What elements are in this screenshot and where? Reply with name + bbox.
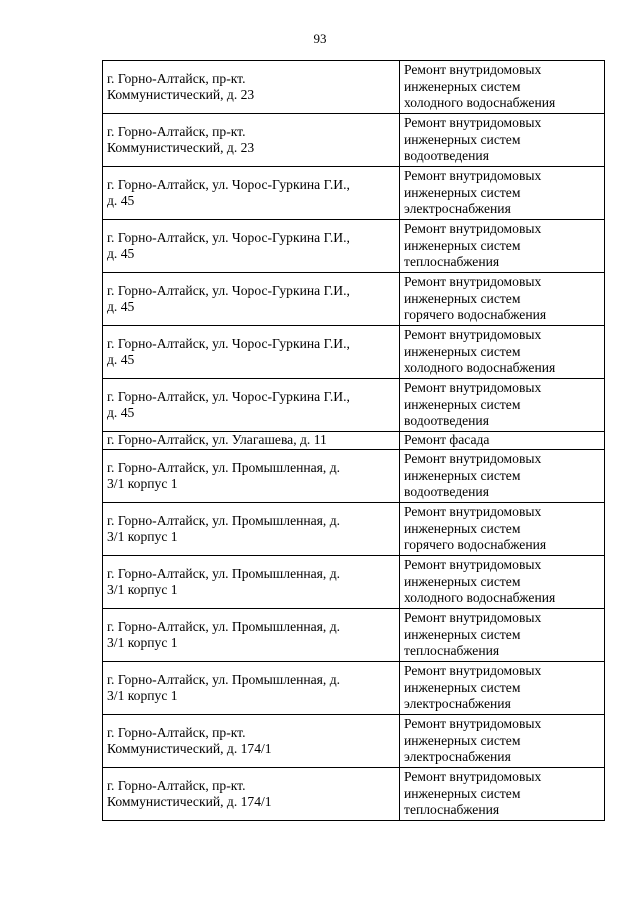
table-row <box>103 503 605 556</box>
work-type-line: инженерных систем <box>404 732 521 748</box>
address-line: г. Горно-Алтайск, пр-кт. <box>107 777 246 793</box>
work-type-line: инженерных систем <box>404 520 521 536</box>
address-line: Коммунистический, д. 23 <box>107 140 255 155</box>
address-line: г. Горно-Алтайск, ул. Улагашева, д. 11 <box>107 432 327 448</box>
address-cell <box>103 326 400 379</box>
work-type-line: инженерных систем <box>404 78 521 94</box>
work-type-cell <box>400 503 605 556</box>
address-line: д. 45 <box>107 299 135 314</box>
repair-registry-table <box>102 60 605 821</box>
address-cell <box>103 167 400 220</box>
address-line: 3/1 корпус 1 <box>107 688 178 703</box>
work-type-line: Ремонт внутридомовых <box>404 504 542 520</box>
work-type-line: Ремонт внутридомовых <box>404 168 542 184</box>
address-line: Коммунистический, д. 23 <box>107 87 255 102</box>
address-line: г. Горно-Алтайск, ул. Чорос-Гуркина Г.И., <box>107 229 350 245</box>
address-line: 3/1 корпус 1 <box>107 635 178 650</box>
work-type-line: водоотведения <box>404 484 489 500</box>
work-type-cell <box>400 715 605 768</box>
address-line: Коммунистический, д. 174/1 <box>107 794 272 809</box>
work-type-line: электроснабжения <box>404 749 511 765</box>
work-type-cell <box>400 379 605 432</box>
address-cell <box>103 662 400 715</box>
work-type-line: инженерных систем <box>404 785 521 801</box>
table-row <box>103 114 605 167</box>
work-type-line: холодного водоснабжения <box>404 95 556 111</box>
work-type-line: инженерных систем <box>404 573 521 589</box>
table-row <box>103 662 605 715</box>
address-line: г. Горно-Алтайск, пр-кт. <box>107 724 246 740</box>
work-type-cell <box>400 273 605 326</box>
work-type-line: Ремонт внутридомовых <box>404 451 542 467</box>
work-type-line: горячего водоснабжения <box>404 537 547 553</box>
address-line: г. Горно-Алтайск, ул. Чорос-Гуркина Г.И., <box>107 176 350 192</box>
table-row <box>103 379 605 432</box>
address-line: Коммунистический, д. 174/1 <box>107 741 272 756</box>
work-type-line: инженерных систем <box>404 290 521 306</box>
work-type-cell <box>400 61 605 114</box>
address-cell <box>103 114 400 167</box>
address-cell <box>103 450 400 503</box>
work-type-line: Ремонт внутридомовых <box>404 663 542 679</box>
work-type-line: теплоснабжения <box>404 254 500 270</box>
work-type-line: водоотведения <box>404 148 489 164</box>
address-cell <box>103 61 400 114</box>
address-line: 3/1 корпус 1 <box>107 582 178 597</box>
address-line: д. 45 <box>107 246 135 261</box>
work-type-cell <box>400 220 605 273</box>
work-type-line: холодного водоснабжения <box>404 590 556 606</box>
address-cell <box>103 556 400 609</box>
address-line: г. Горно-Алтайск, ул. Чорос-Гуркина Г.И., <box>107 282 350 298</box>
address-cell <box>103 220 400 273</box>
work-type-line: холодного водоснабжения <box>404 360 556 376</box>
table-row <box>103 167 605 220</box>
work-type-line: инженерных систем <box>404 131 521 147</box>
address-cell <box>103 503 400 556</box>
work-type-line: инженерных систем <box>404 184 521 200</box>
work-type-line: электроснабжения <box>404 201 511 217</box>
address-line: 3/1 корпус 1 <box>107 529 178 544</box>
table-body <box>103 61 605 821</box>
work-type-line: электроснабжения <box>404 696 511 712</box>
work-type-line: Ремонт внутридомовых <box>404 716 542 732</box>
address-cell <box>103 715 400 768</box>
work-type-line: Ремонт внутридомовых <box>404 221 542 237</box>
work-type-line: инженерных систем <box>404 626 521 642</box>
table-row <box>103 220 605 273</box>
address-line: г. Горно-Алтайск, ул. Чорос-Гуркина Г.И., <box>107 335 350 351</box>
address-line: г. Горно-Алтайск, ул. Промышленная, д. <box>107 459 341 475</box>
page-number: 93 <box>313 31 327 46</box>
work-type-cell <box>400 609 605 662</box>
work-type-cell <box>400 662 605 715</box>
table-row <box>103 768 605 821</box>
work-type-line: теплоснабжения <box>404 643 500 659</box>
work-type-line: Ремонт внутридомовых <box>404 557 542 573</box>
address-cell <box>103 609 400 662</box>
address-line: д. 45 <box>107 193 135 208</box>
address-line: г. Горно-Алтайск, ул. Промышленная, д. <box>107 512 341 528</box>
work-type-cell <box>400 114 605 167</box>
table-row <box>103 450 605 503</box>
work-type-line: Ремонт внутридомовых <box>404 610 542 626</box>
address-cell <box>103 379 400 432</box>
address-cell <box>103 273 400 326</box>
work-type-cell <box>400 768 605 821</box>
work-type-line: Ремонт внутридомовых <box>404 380 542 396</box>
work-type-cell <box>400 450 605 503</box>
work-type-line: Ремонт внутридомовых <box>404 274 542 290</box>
work-type-line: Ремонт внутридомовых <box>404 115 542 131</box>
address-line: г. Горно-Алтайск, пр-кт. <box>107 123 246 139</box>
work-type-line: Ремонт фасада <box>404 432 490 448</box>
work-type-line: горячего водоснабжения <box>404 307 547 323</box>
work-type-cell <box>400 556 605 609</box>
address-cell <box>103 768 400 821</box>
work-type-cell <box>400 432 605 450</box>
work-type-line: инженерных систем <box>404 679 521 695</box>
table-row <box>103 609 605 662</box>
address-line: д. 45 <box>107 352 135 367</box>
work-type-line: инженерных систем <box>404 396 521 412</box>
work-type-line: Ремонт внутридомовых <box>404 769 542 785</box>
work-type-line: водоотведения <box>404 413 489 429</box>
address-line: г. Горно-Алтайск, ул. Промышленная, д. <box>107 671 341 687</box>
table-row <box>103 326 605 379</box>
work-type-line: теплоснабжения <box>404 802 500 818</box>
address-line: г. Горно-Алтайск, ул. Промышленная, д. <box>107 565 341 581</box>
work-type-line: Ремонт внутридомовых <box>404 327 542 343</box>
work-type-cell <box>400 326 605 379</box>
table-row <box>103 61 605 114</box>
address-line: г. Горно-Алтайск, ул. Чорос-Гуркина Г.И., <box>107 388 350 404</box>
address-line: д. 45 <box>107 405 135 420</box>
address-line: 3/1 корпус 1 <box>107 476 178 491</box>
work-type-line: Ремонт внутридомовых <box>404 62 542 78</box>
table-row <box>103 432 605 450</box>
table-row <box>103 273 605 326</box>
work-type-cell <box>400 167 605 220</box>
table-row <box>103 715 605 768</box>
work-type-line: инженерных систем <box>404 467 521 483</box>
table-row <box>103 556 605 609</box>
address-cell <box>103 432 400 450</box>
address-line: г. Горно-Алтайск, пр-кт. <box>107 70 246 86</box>
work-type-line: инженерных систем <box>404 343 521 359</box>
address-line: г. Горно-Алтайск, ул. Промышленная, д. <box>107 618 341 634</box>
work-type-line: инженерных систем <box>404 237 521 253</box>
